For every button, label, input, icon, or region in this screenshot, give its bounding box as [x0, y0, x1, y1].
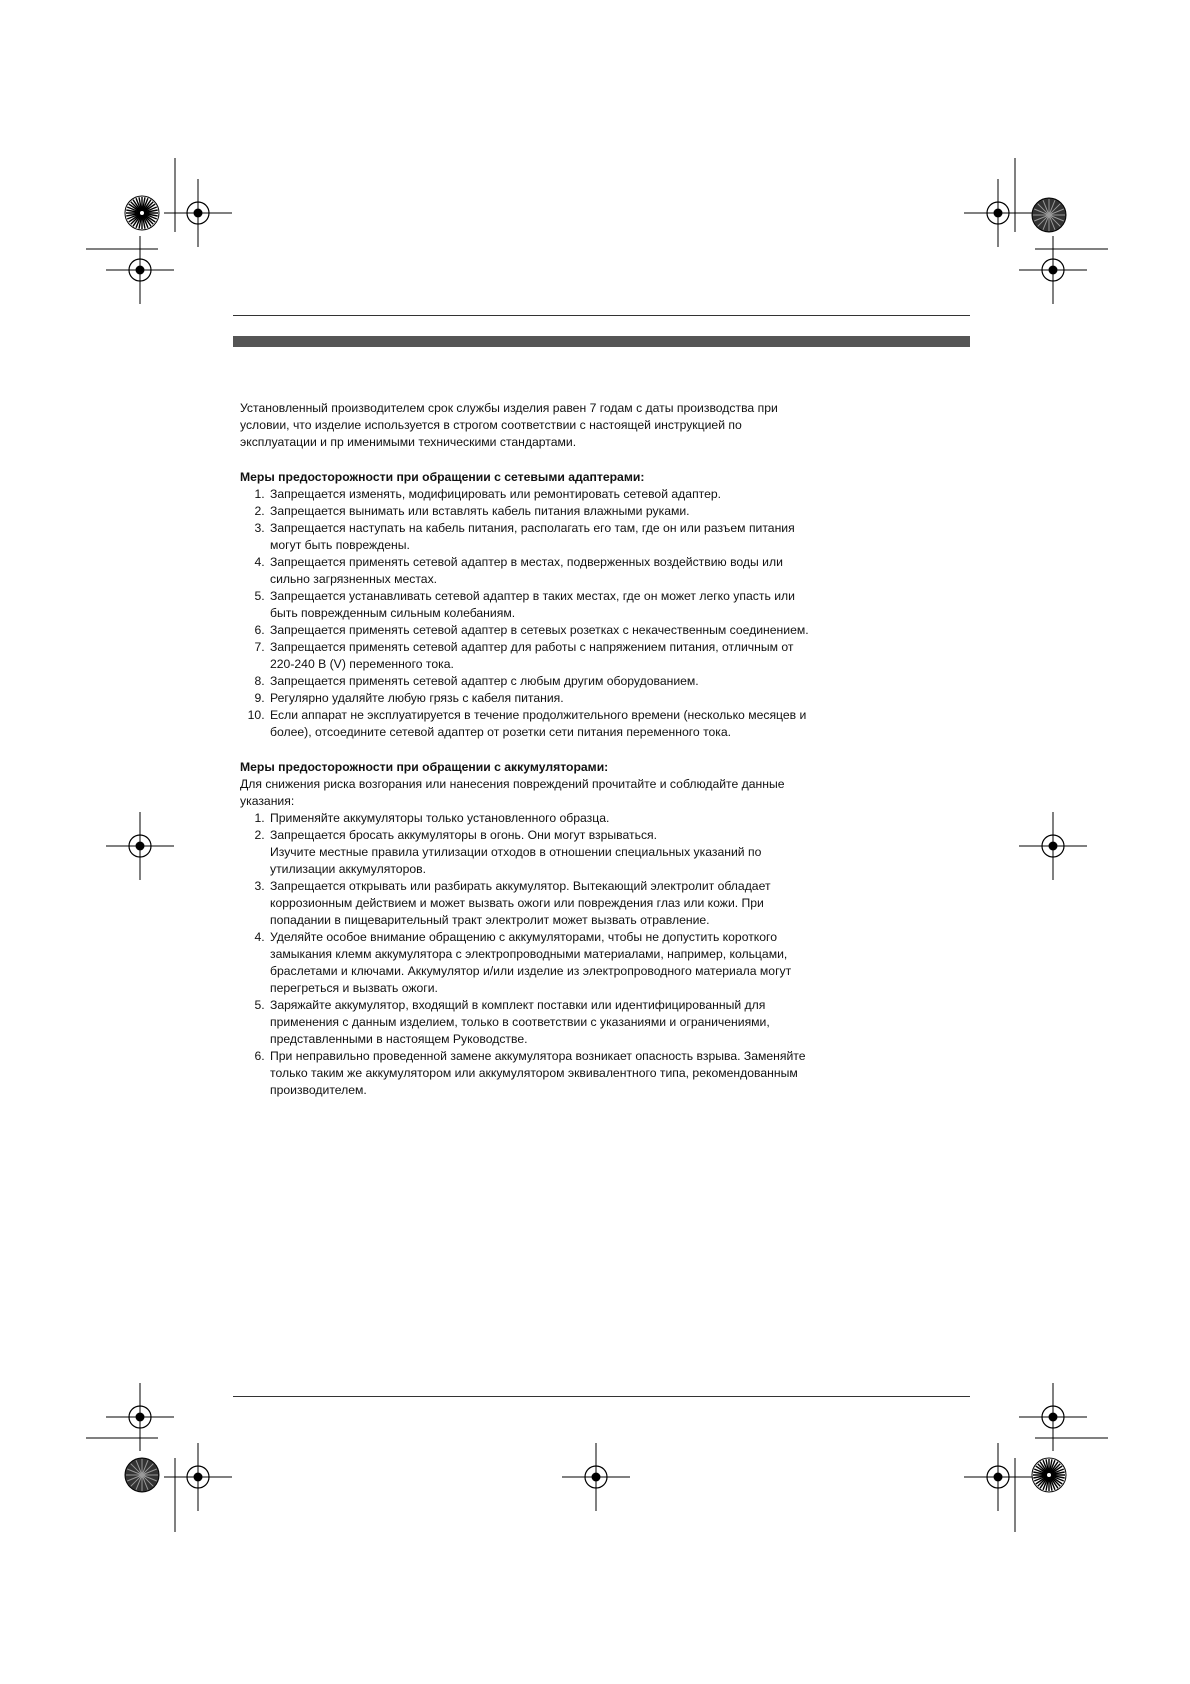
service-life-paragraph: Установленный производителем срок службы изделия равен 7 годам с даты производства при условии, что изделие используется в строгом соответствии с настоящей инструкцией по эксплуатации и пр именимыми техническими стандартами.: [240, 401, 778, 449]
list-item: 5. Запрещается устанавливать сетевой адаптер в таких местах, где он может легко упасть или быть поврежденным сильным колебаниям.: [268, 588, 820, 622]
batteries-list: [240, 810, 820, 1099]
list-item: 4. Уделяйте особое внимание обращению с аккумуляторами, чтобы не допустить короткого замыкания клемм аккумулятора с электропроводными материалами, например, кольцами, браслетами и ключами. Аккумулятор и/или изделие из электропроводного материала могут перегреться и вызвать ожоги.: [268, 929, 820, 997]
footer-rule: [233, 1396, 970, 1397]
document-body: [240, 400, 820, 1117]
batteries-lead: Для снижения риска возгорания или нанесения повреждений прочитайте и соблюдайте данные указания:: [240, 777, 785, 808]
list-item: 2. Запрещается вынимать или вставлять кабель питания влажными руками.: [268, 503, 820, 520]
adapters-heading: Меры предосторожности при обращении с сетевыми адаптерами:: [240, 470, 645, 484]
list-item: [268, 827, 820, 878]
list-item: 4. Запрещается применять сетевой адаптер в местах, подверженных воздействию воды или сильно загрязненных местах.: [268, 554, 820, 588]
header-band: [233, 336, 970, 347]
list-item: 1. Применяйте аккумуляторы только установленного образца.: [268, 810, 820, 827]
list-item: 6. Запрещается применять сетевой адаптер в сетевых розетках с некачественным соединением.: [268, 622, 820, 639]
list-item: 5. Заряжайте аккумулятор, входящий в комплект поставки или идентифицированный для применения с данным изделием, только в соответствии с указаниями и ограничениями, представленными в настоящем Руководстве.: [268, 997, 820, 1048]
disposal-note: Изучите местные правила утилизации отходов в отношении специальных указаний по утилизации аккумуляторов.: [270, 845, 762, 876]
adapters-list: [240, 486, 820, 741]
list-item-text: Запрещается бросать аккумуляторы в огонь. Они могут взрываться.: [270, 828, 658, 842]
list-item: 6. При неправильно проведенной замене аккумулятора возникает опасность взрыва. Заменяйте только таким же аккумулятором или аккумулятором эквивалентного типа, рекомендованным производителем.: [268, 1048, 820, 1099]
list-item: 7. Запрещается применять сетевой адаптер для работы с напряжением питания, отличным от 220-240 В (V) переменного тока.: [268, 639, 820, 673]
list-item: 10. Если аппарат не эксплуатируется в течение продолжительного времени (несколько месяцев и более), отсоедините сетевой адаптер от розетки сети питания переменного тока.: [268, 707, 820, 741]
batteries-heading: Меры предосторожности при обращении с аккумуляторами:: [240, 760, 609, 774]
list-item: 3. Запрещается открывать или разбирать аккумулятор. Вытекающий электролит обладает коррозионным действием и может вызвать ожоги или повреждения глаз или кожи. При попадании в пищеварительный тракт электролит может вызвать отравление.: [268, 878, 820, 929]
list-item: 3. Запрещается наступать на кабель питания, располагать его там, где он или разъем питания могут быть повреждены.: [268, 520, 820, 554]
list-item: 1. Запрещается изменять, модифицировать или ремонтировать сетевой адаптер.: [268, 486, 820, 503]
list-item: 9. Регулярно удаляйте любую грязь с кабеля питания.: [268, 690, 820, 707]
header-rule: [233, 315, 970, 316]
list-item: 8. Запрещается применять сетевой адаптер с любым другим оборудованием.: [268, 673, 820, 690]
